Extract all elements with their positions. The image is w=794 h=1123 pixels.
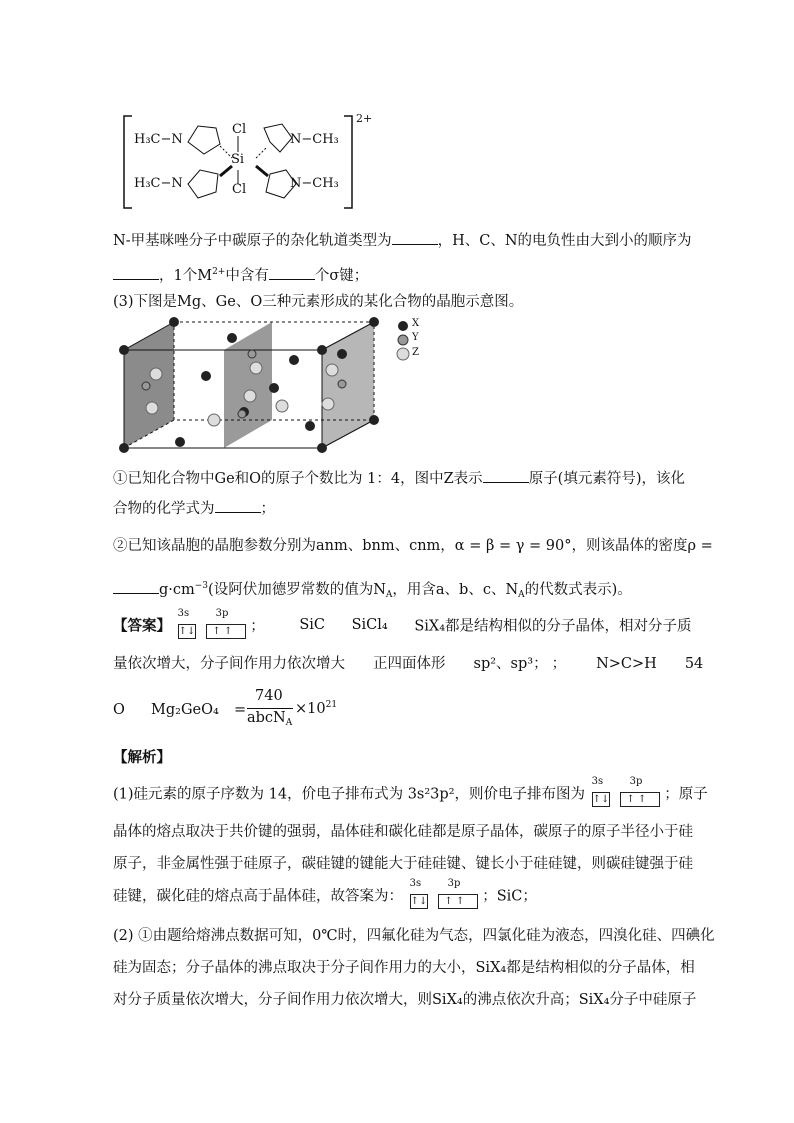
blank-formula[interactable] <box>215 498 261 513</box>
ch3-left-top-label: H₃C−N <box>134 132 183 147</box>
analysis-line-1 <box>113 776 708 810</box>
orbital-3s-box: ↑↓ <box>592 794 610 805</box>
fraction-numerator: 740 <box>255 688 283 704</box>
cl-top-label: Cl <box>232 122 247 137</box>
q-line2b: 中含有 <box>225 268 269 284</box>
analysis-p1a: (1)硅元素的原子序数为 14，价电子排布式为 3s²3p²，则价电子排布图为 <box>113 786 586 803</box>
sub-question-2-cont <box>113 576 632 605</box>
unit-cell-figure <box>114 310 434 458</box>
q2-sup: −3 <box>194 581 209 591</box>
fraction-den-text: abcN <box>247 710 286 726</box>
answer-a8: N>C>H <box>596 656 657 672</box>
blank-hybrid[interactable] <box>392 230 438 245</box>
answer-a11: Mg₂GeO₄ <box>151 702 219 718</box>
complex-structure <box>120 112 380 212</box>
q2-sub: A <box>385 590 393 600</box>
orbital-3p-label: 3p <box>447 878 461 889</box>
answer-a10: O <box>113 702 125 718</box>
answer-semi-1: ； <box>250 618 265 635</box>
orbital-3p-label: 3p <box>215 608 229 619</box>
orbital-3s-label: 3s <box>409 878 422 889</box>
orbital-diagram-analysis-2 <box>408 878 478 912</box>
analysis-p4a: 硅键，碳化硅的熔点高于晶体硅，故答案为： <box>113 888 403 905</box>
answer-a4: 量依次增大，分子间作用力依次增大 <box>113 656 345 672</box>
legend-x: X <box>412 318 420 329</box>
orbital-diagram <box>176 608 246 642</box>
fraction-tail <box>295 700 337 717</box>
fraction-exp: 21 <box>325 700 338 710</box>
sub-question-1 <box>113 468 685 489</box>
orbital-3s-box: ↑↓ <box>410 896 428 907</box>
q1c: 合物的化学式为 <box>113 501 215 517</box>
sub-question-2 <box>113 536 713 556</box>
orbital-3s-label: 3s <box>177 608 190 619</box>
answer-a6: sp²、sp³； <box>473 656 548 672</box>
q2a: ②已知该晶胞的晶胞参数分别为anm、bnm、cnm，α = β = γ = 90°，则该晶体的密度ρ = <box>113 538 713 554</box>
blank-order[interactable] <box>113 265 159 280</box>
q-line2c: 个σ键； <box>314 268 369 284</box>
sub-question-1-cont <box>113 498 275 519</box>
blank-density[interactable] <box>113 579 159 594</box>
orbital-3p-label: 3p <box>629 776 643 787</box>
q-line2-sup: 2+ <box>212 267 226 277</box>
question-line-2 <box>113 262 368 286</box>
q2b: g·cm <box>159 582 195 598</box>
analysis-line-3: 原子，非金属性强于硅原子，碳硅键的键能大于硅硅键、键长小于硅硅键，则碳硅键强于硅 <box>113 856 693 872</box>
analysis-p4b: ；SiC； <box>482 888 537 905</box>
answer-a5: 正四面体形 <box>373 656 446 672</box>
legend-z: Z <box>412 347 419 358</box>
answer-six4: SiX₄都是结构相似的分子晶体，相对分子质 <box>414 618 692 635</box>
answer-eq: = <box>234 702 247 718</box>
answer-line-2 <box>113 654 703 674</box>
q2c: (设阿伏加德罗常数的值为N <box>208 582 386 598</box>
blank-sigma[interactable] <box>269 265 315 280</box>
complex-structure-drawing <box>120 112 380 212</box>
ch3-left-bottom-label: H₃C−N <box>134 176 183 191</box>
answer-sic: SiC <box>299 617 325 633</box>
analysis-line-4 <box>113 878 537 912</box>
analysis-p1b: ；原子 <box>664 786 708 803</box>
fraction-den-sub: A <box>285 718 293 728</box>
blank-z-element[interactable] <box>483 468 529 483</box>
q1b: 原子(填元素符号)，该化 <box>528 471 686 487</box>
question-line-1 <box>113 230 692 251</box>
fraction-bar <box>247 708 293 709</box>
orbital-diagram-analysis-1 <box>590 776 660 810</box>
ch3-right-bottom-label: N−CH₃ <box>290 176 339 191</box>
q2-sub-2: A <box>518 590 525 600</box>
orbital-3s-label: 3s <box>591 776 604 787</box>
q1d: ； <box>260 501 275 517</box>
answer-label: 【答案】 <box>113 617 171 635</box>
q-line1a: N-甲基咪唑分子中碳原子的杂化轨道类型为 <box>113 233 392 249</box>
analysis-line-6: 硅为固态；分子晶体的沸点取决于分子间作用力的大小，SiX₄都是结构相似的分子晶体，相 <box>113 960 695 976</box>
q-line3: (3)下图是Mg、Ge、O三种元素形成的某化合物的晶胞示意图。 <box>113 294 524 310</box>
analysis-line-7: 对分子质量依次增大，分子间作用力依次增大，则SiX₄的沸点依次升高；SiX₄分子中硅原子 <box>113 992 697 1008</box>
analysis-line-5: (2) ①由题给熔沸点数据可知，0℃时，四氟化硅为气态，四氯化硅为液态，四溴化硅、四碘化 <box>113 928 715 944</box>
charge-label: 2+ <box>356 112 373 125</box>
orbital-3p-box: ↑ ↑ <box>206 624 246 639</box>
question-line-3 <box>113 292 523 312</box>
q-line1b: ，H、C、N的电负性由大到小的顺序为 <box>437 233 692 249</box>
ch3-right-top-label: N−CH₃ <box>290 132 339 147</box>
analysis-line-2: 晶体的熔点取决于共价键的强弱，晶体硅和碳化硅都是原子晶体，碳原子的原子半径小于硅 <box>113 824 693 840</box>
answer-sicl4: SiCl₄ <box>351 617 388 633</box>
answer-a9: 54 <box>684 656 704 672</box>
q1a: ①已知化合物中Ge和O的原子个数比为 1：4，图中Z表示 <box>113 471 483 487</box>
q2d: ，用含a、b、c、N <box>392 582 519 598</box>
answer-line-1 <box>113 608 692 642</box>
cl-bottom-label: Cl <box>232 182 247 197</box>
orbital-3s-box: ↑↓ <box>178 626 196 637</box>
fraction-tail-text: ×10 <box>295 701 326 717</box>
q2e: 的代数式表示)。 <box>524 582 632 598</box>
fraction-denominator <box>247 710 292 728</box>
legend-y: Y <box>412 332 419 343</box>
analysis-label: 【解析】 <box>113 749 171 766</box>
orbital-3p-box: ↑ ↑ <box>620 792 660 807</box>
answer-a7: ； <box>551 656 567 672</box>
q-line2a: ，1个M <box>159 268 213 284</box>
orbital-3p-box: ↑ ↑ <box>438 894 478 909</box>
si-label: Si <box>231 152 245 167</box>
unit-cell-drawing <box>114 310 434 458</box>
